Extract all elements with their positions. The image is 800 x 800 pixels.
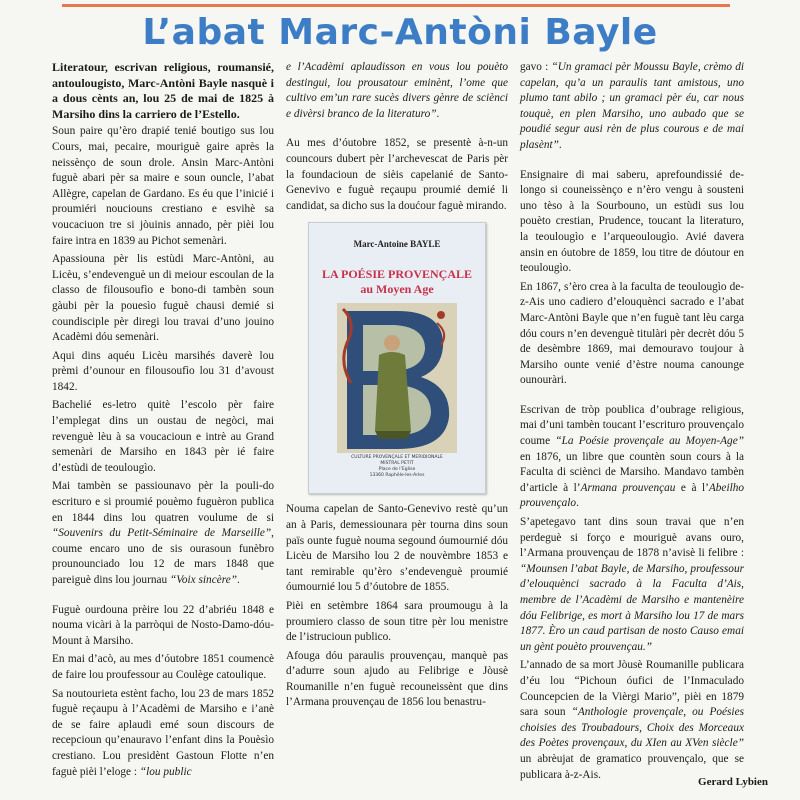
text-run: un abrèujat de gramatico prouvençalo, que se publicara à-z-Ais. bbox=[520, 752, 744, 781]
paragraph: Nouma capelan de Santo-Genevivo restè qu’un an à Paris, demessiounara pèr tourna dins soun païs ounte fuguè nouma segound óumournié dóu Licèu de Marsiho lou 2 de nouvèmbre 1853 e tant remirable qu’èro s’endevenguè proumié óumournié lou 5 d’óutobre de 1855. bbox=[286, 503, 508, 594]
paragraph: Soun paire qu’èro drapié tenié boutigo sus lou Cours, mai, pecaire, mouriguè gaire après la neissènço de soun drole. Ansin Marc-Antòni fuguè abari pèr sa maire e soun ouncle, l’abat Allègre, capelan de Gardano. Es éu que l’inicié i proumiéri nouciouns crestiano e esvihè sa voucaciuon tre si jòuinis annado, pèr pièi lou faire intra en 1839 au Pichot semenàri. bbox=[52, 125, 274, 247]
lead-paragraph: Literatour, escrivan religious, roumansié, antoulougisto, Marc-Antòni Bayle nasquè i a dous cènts an, lou 25 de mai de 1825 à Marsiho dins la carriero de l’Estello. bbox=[52, 60, 274, 121]
text-run: . bbox=[237, 574, 240, 586]
paragraph: Au mes d’óutobre 1852, se presentè à-n-un councours dubert pèr l’archevescat de Paris pèr la foundacioun de sièis capelanié de Santo-Genevivo e fuguè reçaupu proumié demié li candidat, sa dicho sus la doućour faguè mirando. bbox=[286, 137, 508, 212]
paragraph bbox=[520, 658, 744, 783]
top-accent-bar bbox=[62, 4, 730, 7]
book-cover-image bbox=[308, 222, 486, 494]
text-run: S’apetegavo tant dins soun travai que n’en perdeguè si forço e mouriguè avans ouro, l’Armana prouvençau de 1878 n’avisè li felibre : bbox=[520, 516, 744, 560]
text-run: en 1876, un libre que countèn soun cours à la Faculta di sciènci de Marsiho. Mandavo tambèn d’article à l’ bbox=[520, 450, 744, 494]
quoted-title: “Voix sincère” bbox=[169, 574, 238, 586]
paragraph: Afouga dóu paraulis prouvençau, manquè pas d’adurre soun ajudo au Felibrige e Jòusè Roumanille n’en fuguè recouneissènt que dins l’Armana prouvençau de 1856 lou benastru- bbox=[286, 649, 508, 709]
paragraph bbox=[520, 515, 744, 655]
text-run: Mai tambèn se passiounavo pèr la pouli-do escrituro e si proumié pouèmo fuguèron publica en 1844 dins lou quatren voulume de si bbox=[52, 480, 274, 524]
book-title-line: LA POÉSIE PROVENÇALE bbox=[321, 267, 473, 282]
paragraph: Fuguè ourdouna prèire lou 22 d’abriéu 1848 e nouma vicàri à la parròqui de Nosto-Damo-dóu-Mount à Marsiho. bbox=[52, 603, 274, 647]
quoted-title: “La Poésie provençale au Moyen-Age” bbox=[555, 435, 744, 448]
column-2 bbox=[286, 60, 508, 714]
text-run: . bbox=[558, 138, 562, 151]
text-run: e à l’ bbox=[675, 481, 709, 494]
book-publisher-line: CULTURE PROVENÇALE ET MERIDIONALE bbox=[351, 455, 443, 461]
paragraph: En 1867, s’èro crea à la faculta de teoulougìo de-z-Ais uno cadiero d’elouquènci sacrado e l’abat Marc-Antòni Bayle que n’en fuguè tant lèu carga dóu cours n’en devenguè titulàri pèr decrèt dóu 5 de desèmbre 1869, mai demouravo toujour à Marsiho ounte venié d’èstre nouma canounge ounouràri. bbox=[520, 280, 744, 387]
text-run: . bbox=[436, 107, 440, 120]
paragraph: Ensignaire di mai saberu, aprefoundissié de-longo si couneissènço e n’èro vengu à sousteni uno tèso à la Sourbouno, un estùdi sus lou pouèto crestian, Prudence, toucant la literaturo, la teoulougìo e l’arqueoulougìo. Avié davera ansin en óutobre de 1859, lou titre de dóutour en teoulougìo. bbox=[520, 168, 744, 275]
paragraph: En mai d’acò, au mes d’óutobre 1851 coumencè de faire lou proufessour au Coulège catoulique. bbox=[52, 653, 274, 681]
text-run: Escrivan de tròp poublica d’oubrage religious, mai d’uni tambèn toucant l’escrituro prouvençalo coume bbox=[520, 403, 744, 448]
quote: “Un gramaci pèr Moussu Bayle, crèmo di capelan, qu’a un paraulis tant amistous, uno plumo tant abilo ; un gramaci pèr éu, car nous touquè, en plen Marsiho, uno aubado que se poudié segur ausi rèn de plus courous e de mai plasènt” bbox=[520, 61, 745, 151]
quoted-title: “Anthologie provençale, ou Poésies choisies des Troubadours, Choix des Morceaux des Poètes provençaux, du XIen au XVen siècle” bbox=[520, 706, 744, 750]
paragraph: Aqui dins aquéu Licèu marsihés daverè lou prèmi d’ounour en filousoufìo lou 31 d’avoust 1842. bbox=[52, 349, 274, 393]
book-title-line: au Moyen Age bbox=[360, 282, 434, 297]
paragraph: Pièi en setèmbre 1864 sara proumougu à la proumiero classo de soun titre pèr lou menistre de l’istrucioun publico. bbox=[286, 599, 508, 644]
book-publisher-line: Place de l’Eglise bbox=[378, 467, 416, 473]
quote: “Mounsen l’abat Bayle, de Marsiho, proufessour d’elouquènci sacrado à la Faculta d’Ais, membre de l’Acadèmi de Marsiho e mantenèire dóu Felibrige, es mort à Marsiho lou 17 de mars 1877. Èro un caud partisan de nosto Causo emai un gènt pouèto prouvençau.” bbox=[520, 562, 744, 653]
paragraph bbox=[520, 60, 744, 154]
author-signature: Gerard Lybien bbox=[698, 776, 768, 788]
quote: “lou public bbox=[139, 765, 192, 778]
publication-name: Abeilho prouvençalo bbox=[520, 481, 745, 510]
column-1 bbox=[52, 60, 274, 783]
book-publisher-line: 13360 Raphèle-les-Arles bbox=[369, 473, 425, 479]
quote: e l’Acadèmi aplaudisson en vous lou pouèto destingui, lou prousatour eminènt, l’ome que cultivo em’un rare sucès divers gènre de sciènci e divèrsi branco de la literaturo” bbox=[286, 61, 508, 120]
paragraph: Apassiouna pèr lis estùdi Marc-Antòni, au Licèu, s’endevenguè un di meiour escoulan de la classo de filousoufìo e bono-di tambèn soun gàubi pèr la pouesìo fuguè chausi demié si coundisciple pèr diregi lou travai d’uno jouino Acadèmi dóu semenàri. bbox=[52, 253, 274, 344]
illuminated-letter-b-icon bbox=[337, 303, 457, 453]
book-publisher bbox=[309, 455, 485, 479]
quoted-title: “Souvenirs du Petit-Séminaire de Marseille” bbox=[52, 527, 272, 540]
book-publisher-line: MISTRAL PETIT bbox=[380, 461, 414, 467]
text-run: , coume encaro uno de sis ourasoun funèbro prounounciado lou 12 de mars 1848 que pareiguè dins lou journau bbox=[52, 527, 274, 586]
book-author: Marc-Antoine BAYLE bbox=[353, 239, 441, 250]
column-3 bbox=[520, 60, 744, 786]
paragraph bbox=[52, 687, 274, 781]
paragraph bbox=[286, 60, 508, 122]
paragraph bbox=[520, 403, 744, 512]
article-title: L’abat Marc-Antòni Bayle bbox=[142, 12, 658, 53]
text-run: Sa noutourieta estènt facho, lou 23 de mars 1852 fuguè reçaupu à l’Acadèmi de Marsiho e i’anè de se faire aplaudi emé soun discours de recepcioun qu’enauravo l’enfant dins la Pouèsìo crestiano. Lou presidènt Gastoun Flotte n’en faguè pièi l’eloge : bbox=[52, 687, 274, 778]
text-run: . bbox=[576, 497, 579, 510]
publication-name: Armana prouvençau bbox=[580, 481, 676, 494]
book-title bbox=[309, 267, 485, 297]
text-run: gavo : bbox=[520, 61, 552, 73]
paragraph: Bachelié es-letro quitè l’escolo pèr faire l’emplegat dins un oustau de negòci, mai revenguè lèu à sa voucacioun e intrè au Grand semenàri de Marsiho en 1843 pèr ié faire d’estùdi de teoulougìo. bbox=[52, 399, 274, 474]
paragraph bbox=[52, 479, 274, 588]
text-run: L’annado de sa mort Jòusè Roumanille publicara d’éu lou “Pichoun óufici de l’Inmaculado Councepcien de la Vièrgi Mario”, pièi en 1879 sara soun bbox=[520, 659, 744, 719]
